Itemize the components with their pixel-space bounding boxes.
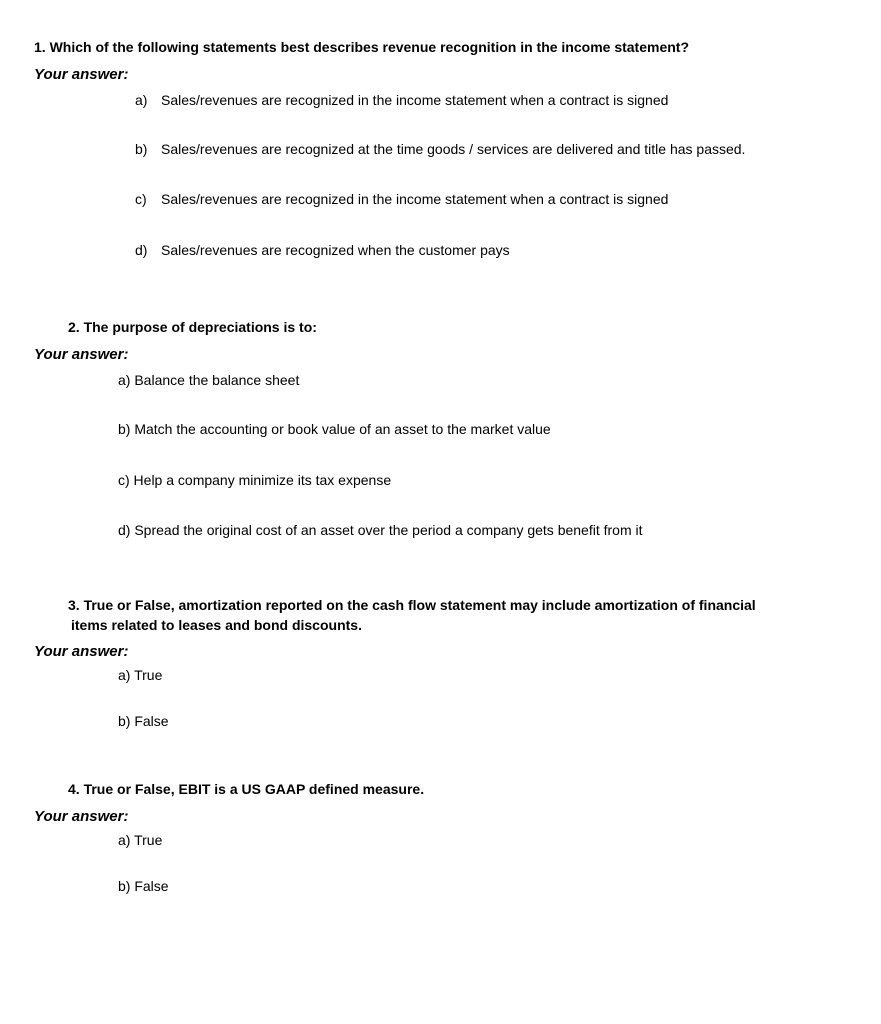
option-letter: b) bbox=[135, 141, 148, 157]
question-2-option-d[interactable]: d) Spread the original cost of an asset over the period a company gets benefit from it bbox=[118, 522, 643, 538]
question-4-text: 4. True or False, EBIT is a US GAAP defined measure. bbox=[68, 781, 425, 797]
question-1-option-a[interactable] bbox=[135, 92, 668, 108]
option-text: Sales/revenues are recognized when the customer pays bbox=[161, 242, 510, 258]
question-2-text: 2. The purpose of depreciations is to: bbox=[68, 319, 317, 335]
your-answer-label-2: Your answer: bbox=[34, 346, 129, 363]
question-1-option-c[interactable] bbox=[135, 191, 668, 207]
option-text: Sales/revenues are recognized in the income statement when a contract is signed bbox=[161, 191, 669, 207]
question-3-text-line-1: 3. True or False, amortization reported on the cash flow statement may include amortization of financial bbox=[68, 597, 756, 613]
question-3-text-line-2: items related to leases and bond discounts. bbox=[71, 617, 362, 633]
question-1-text: 1. Which of the following statements best describes revenue recognition in the income statement? bbox=[34, 39, 690, 55]
option-letter: c) bbox=[135, 191, 147, 207]
question-4-option-a[interactable]: a) True bbox=[118, 832, 163, 848]
option-text: Sales/revenues are recognized at the time goods / services are delivered and title has passed. bbox=[161, 141, 746, 157]
option-letter: a) bbox=[135, 92, 148, 108]
your-answer-label-3: Your answer: bbox=[34, 643, 129, 660]
question-1-option-d[interactable] bbox=[135, 242, 510, 258]
question-4-option-b[interactable]: b) False bbox=[118, 878, 169, 894]
question-2-option-b[interactable]: b) Match the accounting or book value of an asset to the market value bbox=[118, 421, 551, 437]
question-3-option-a[interactable]: a) True bbox=[118, 667, 163, 683]
your-answer-label-1: Your answer: bbox=[34, 66, 129, 83]
question-3-option-b[interactable]: b) False bbox=[118, 713, 169, 729]
option-letter: d) bbox=[135, 242, 148, 258]
question-2-option-c[interactable]: c) Help a company minimize its tax expense bbox=[118, 472, 392, 488]
your-answer-label-4: Your answer: bbox=[34, 808, 129, 825]
option-text: Sales/revenues are recognized in the income statement when a contract is signed bbox=[161, 92, 669, 108]
question-1-option-b[interactable] bbox=[135, 141, 745, 157]
question-2-option-a[interactable]: a) Balance the balance sheet bbox=[118, 372, 300, 388]
